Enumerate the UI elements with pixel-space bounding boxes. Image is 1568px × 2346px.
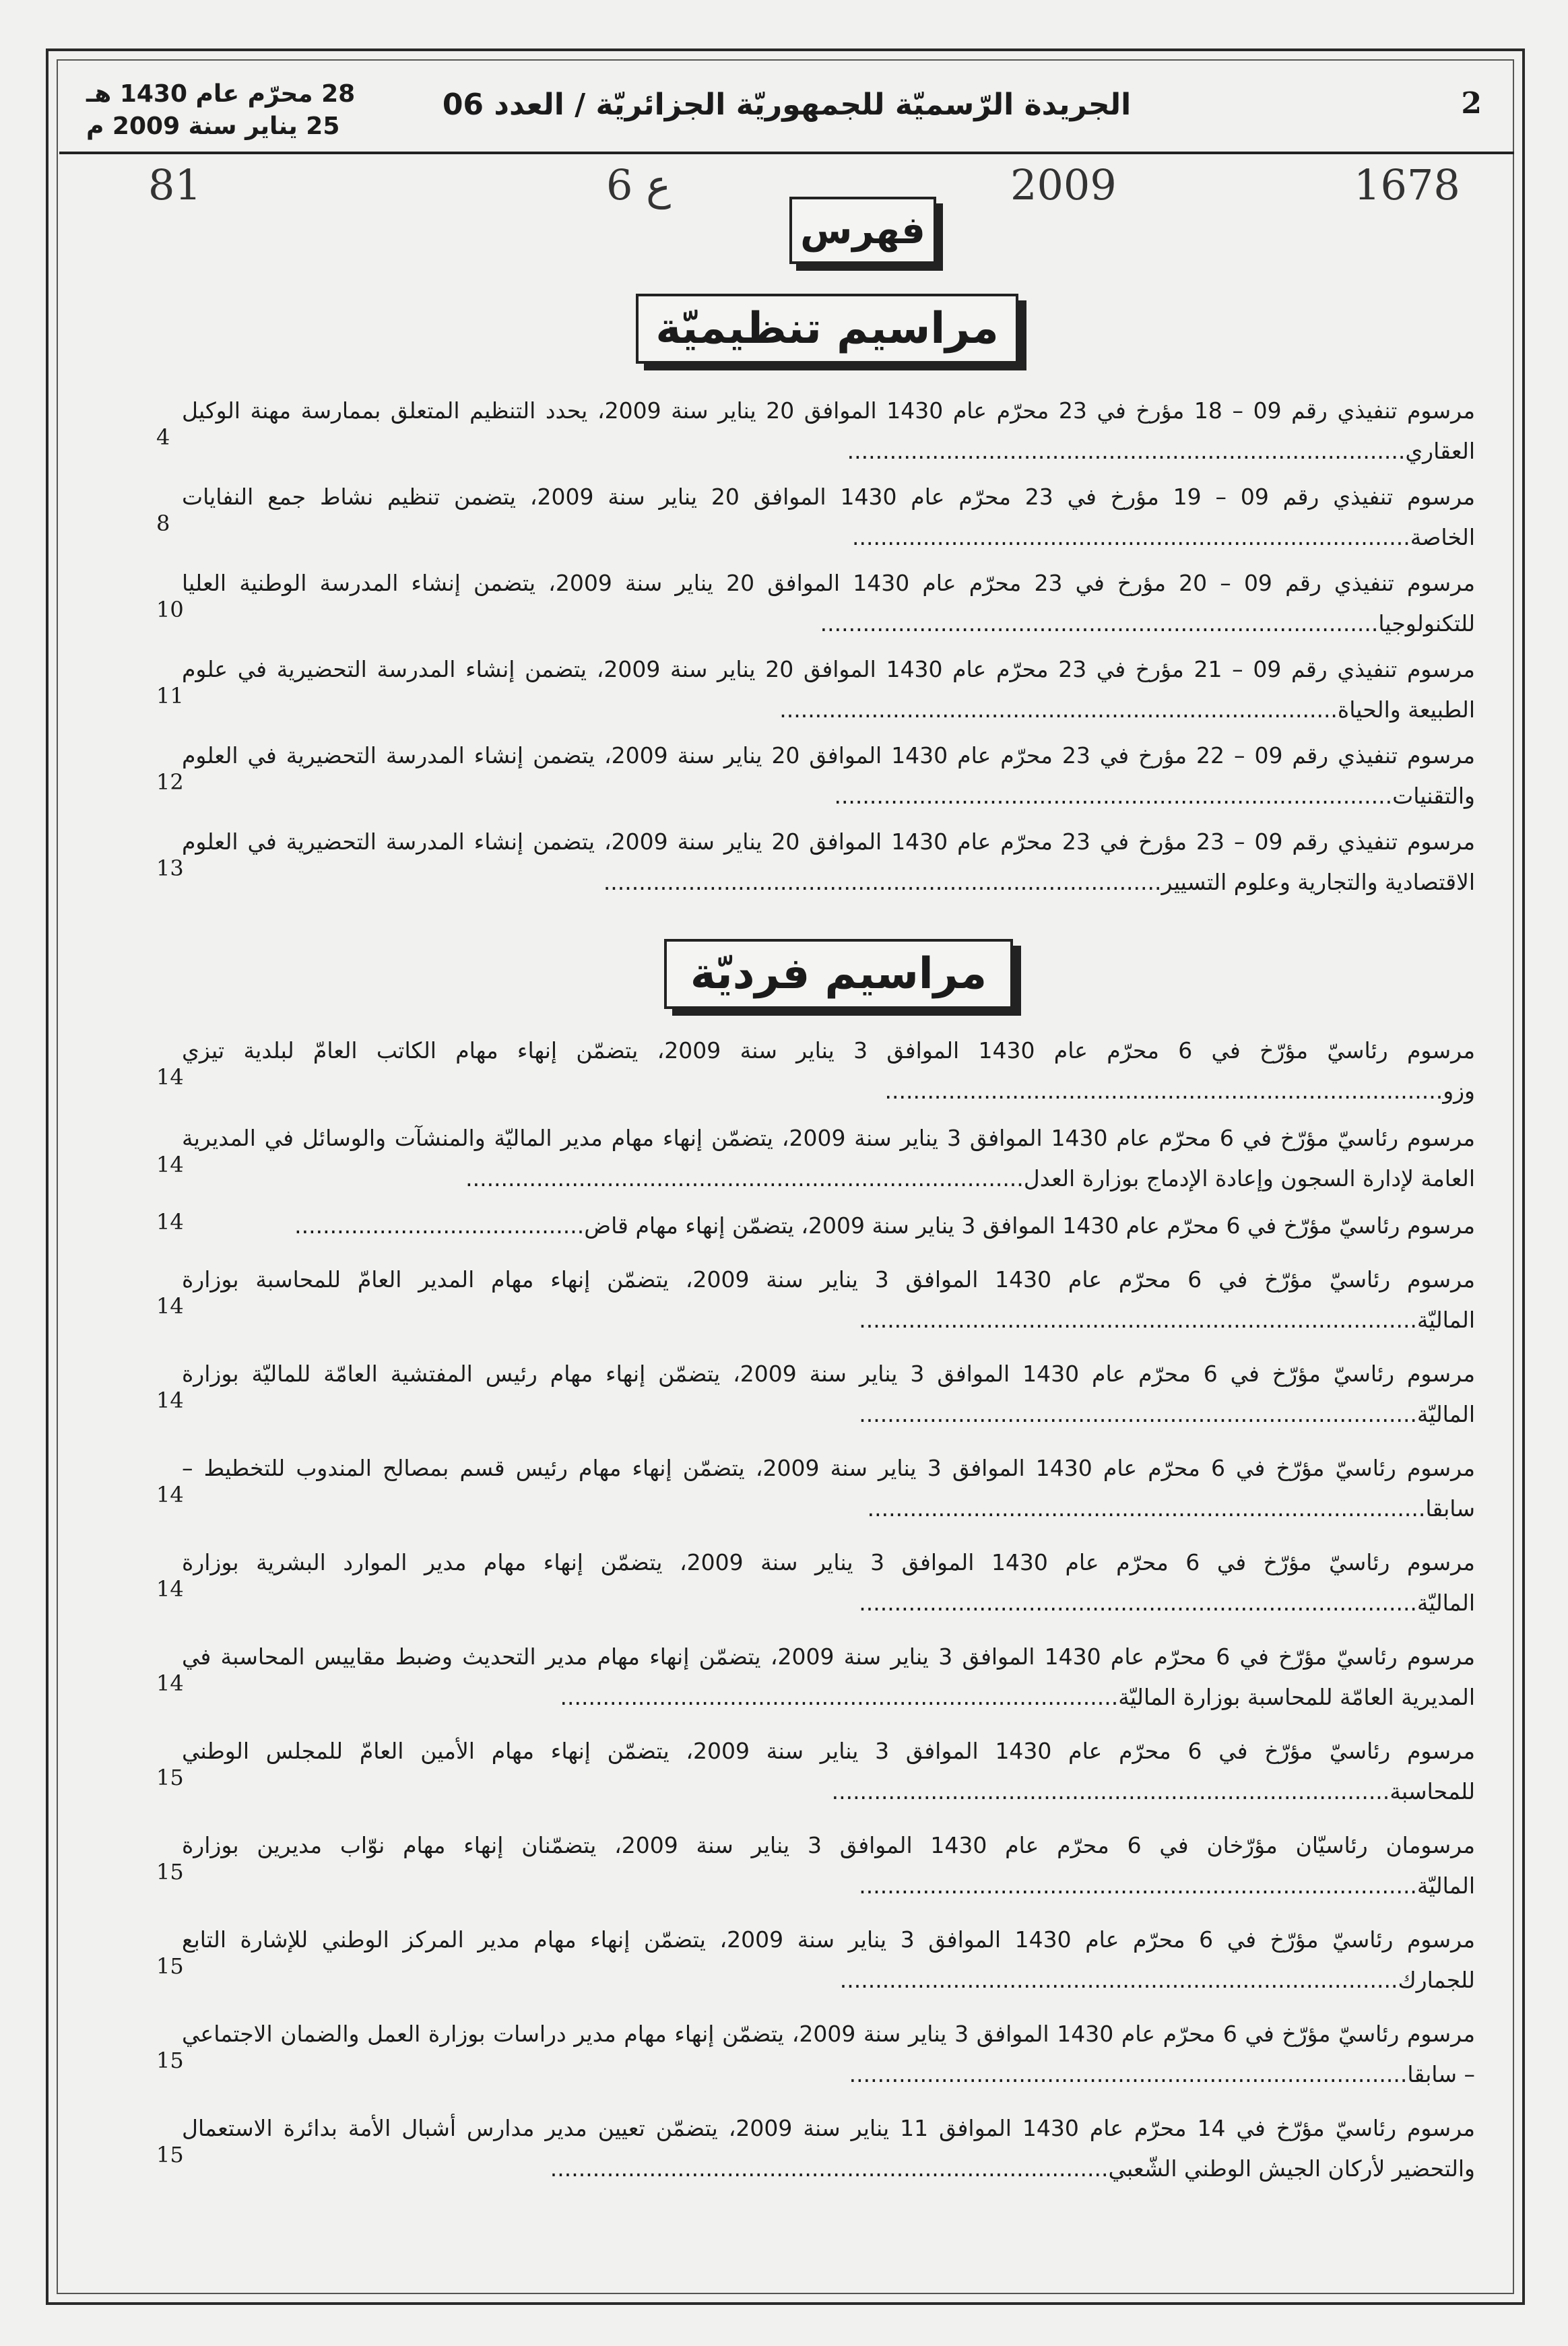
list-item[interactable] [135,1260,1475,1340]
list-item[interactable] [135,1637,1475,1718]
list-item[interactable] [135,1448,1475,1529]
list-item[interactable] [135,1542,1475,1623]
entry-page: 15 [156,2142,184,2168]
entry-text: مرسوم تنفيذي رقم 09 – 19 مؤرخ في 23 محرّم عام 1430 الموافق 20 يناير سنة 2009، يتضمن تنظيم نشاط جمع النفايات الخاصة............................................................................... [182,484,1476,550]
section-title-regulatory: مراسيم تنظيميّة [636,294,1018,364]
entry-text: مرسوم رئاسيّ مؤرّخ في 6 محرّم عام 1430 الموافق 3 يناير سنة 2009، يتضمّن إنهاء مهام مدير المركز الوطني للإشارة التابع للجمارك............................................................................... [182,1926,1476,1993]
list-item[interactable] [135,1031,1475,1111]
header-page-number: 2 [1461,86,1482,121]
section-title-individual: مراسيم فرديّة [664,939,1013,1009]
entry-page: 14 [156,1209,184,1235]
entry-page: 14 [156,1482,184,1507]
entry-page: 10 [156,597,184,622]
entry-page: 8 [156,511,170,536]
entry-text: مرسوم رئاسيّ مؤرّخ في 6 محرّم عام 1430 الموافق 3 يناير سنة 2009، يتضمّن إنهاء مهام المدير العامّ للمحاسبة بوزارة الماليّة............................................................................... [182,1266,1476,1333]
entry-page: 12 [156,769,184,795]
entry-text: مرسوم تنفيذي رقم 09 – 20 مؤرخ في 23 محرّم عام 1430 الموافق 20 يناير سنة 2009، يتضمن إنشاء المدرسة الوطنية العليا للتكنولوجيا............................................................................... [182,570,1475,637]
index-title: فهرس [789,197,936,264]
list-item[interactable] [135,391,1475,471]
handwritten-note-2: 6 ع [606,160,672,209]
handwritten-note-4: 1678 [1354,160,1460,209]
list-item[interactable] [135,2108,1475,2189]
entry-text: مرسوم رئاسيّ مؤرّخ في 6 محرّم عام 1430 الموافق 3 يناير سنة 2009، يتضمّن إنهاء مهام مدير الموارد البشرية بوزارة الماليّة............................................................................... [182,1549,1475,1616]
list-item[interactable] [135,477,1475,558]
list-item[interactable] [135,1354,1475,1435]
entry-page: 14 [156,1576,184,1602]
entry-text: مرسوم رئاسيّ مؤرّخ في 6 محرّم عام 1430 الموافق 3 يناير سنة 2009، يتضمّن إنهاء مهام مدير التحديث وضبط مقاييس المحاسبة في المديرية العامّة للمحاسبة بوزارة الماليّة............................................................................... [182,1643,1475,1710]
entry-text: مرسوم رئاسيّ مؤرّخ في 6 محرّم عام 1430 الموافق 3 يناير سنة 2009، يتضمّن إنهاء مهام رئيس قسم بمصالح المندوب للتخطيط – سابقا............................................................................... [182,1455,1476,1522]
entry-page: 15 [156,2048,184,2073]
entry-text: مرسوم رئاسيّ مؤرّخ في 6 محرّم عام 1430 الموافق 3 يناير سنة 2009، يتضمّن إنهاء مهام مدير دراسات بوزارة العمل والضمان الاجتماعي – سابقا............................................................................... [182,2021,1475,2087]
list-item[interactable] [135,563,1475,644]
list-item[interactable] [135,736,1475,816]
list-item[interactable] [135,1920,1475,2000]
entry-text: مرسوم رئاسيّ مؤرّخ في 6 محرّم عام 1430 الموافق 3 يناير سنة 2009، يتضمّن إنهاء مهام رئيس المفتشية العامّة للماليّة بوزارة الماليّة............................................................................... [182,1361,1476,1427]
entry-page: 14 [156,1064,184,1090]
entry-page: 14 [156,1670,184,1696]
list-item[interactable] [135,822,1475,903]
handwritten-note-1: 81 [148,160,201,209]
entry-page: 11 [156,683,184,709]
list-item[interactable] [135,1825,1475,1906]
header-date-gregorian: 25 يناير سنة 2009 م [86,112,340,140]
entry-page: 15 [156,1953,184,1979]
entry-text: مرسوم تنفيذي رقم 09 – 22 مؤرخ في 23 محرّم عام 1430 الموافق 20 يناير سنة 2009، يتضمن إنشاء المدرسة التحضيرية في العلوم والتقنيات............................................................................... [182,742,1476,809]
entry-text: مرسوم تنفيذي رقم 09 – 18 مؤرخ في 23 محرّم عام 1430 الموافق 20 يناير سنة 2009، يحدد التنظيم المتعلق بممارسة مهنة الوكيل العقاري............................................................................... [182,397,1475,464]
entry-text: مرسوم رئاسيّ مؤرّخ في 6 محرّم عام 1430 الموافق 3 يناير سنة 2009، يتضمّن إنهاء مهام مدير الماليّة والمنشآت والوسائل في المديرية العامة لإدارة السجون وإعادة الإدماج بوزارة العدل............................................................................... [182,1125,1476,1192]
entry-page: 4 [156,424,170,450]
entry-page: 15 [156,1859,184,1885]
handwritten-note-3: 2009 [1010,160,1117,209]
list-item[interactable] [135,1118,1475,1199]
entry-text: مرسوم رئاسيّ مؤرّخ في 6 محرّم عام 1430 الموافق 3 يناير سنة 2009، يتضمّن إنهاء مهام قاض......................................... [294,1212,1475,1239]
entry-text: مرسوم تنفيذي رقم 09 – 23 مؤرخ في 23 محرّم عام 1430 الموافق 20 يناير سنة 2009، يتضمن إنشاء المدرسة التحضيرية في العلوم الاقتصادية والتجارية وعلوم التسيير............................................................................... [182,828,1476,895]
entry-text: مرسوم تنفيذي رقم 09 – 21 مؤرخ في 23 محرّم عام 1430 الموافق 20 يناير سنة 2009، يتضمن إنشاء المدرسة التحضيرية في علوم الطبيعة والحياة............................................................................... [182,656,1475,723]
entry-page: 15 [156,1765,184,1790]
list-item[interactable] [135,1206,1475,1246]
entry-page: 14 [156,1152,184,1177]
entry-page: 14 [156,1293,184,1319]
entry-text: مرسوم رئاسيّ مؤرّخ في 6 محرّم عام 1430 الموافق 3 يناير سنة 2009، يتضمّن إنهاء مهام الكاتب العامّ لبلدية تيزي وزو............................................................................... [182,1037,1476,1104]
header-date-hijri: 28 محرّم عام 1430 هـ [86,80,356,108]
entry-page: 14 [156,1388,184,1413]
list-item[interactable] [135,1731,1475,1812]
entry-text: مرسوم رئاسيّ مؤرّخ في 6 محرّم عام 1430 الموافق 3 يناير سنة 2009، يتضمّن إنهاء مهام الأمين العامّ للمجلس الوطني للمحاسبة............................................................................... [182,1738,1476,1804]
entry-text: مرسوم رئاسيّ مؤرّخ في 14 محرّم عام 1430 الموافق 11 يناير سنة 2009، يتضمّن تعيين مدير مدارس أشبال الأمة بدائرة الاستعمال والتحضير لأركان الجيش الوطني الشّعبي............................................................................... [182,2115,1475,2182]
entry-text: مرسومان رئاسيّان مؤرّخان في 6 محرّم عام 1430 الموافق 3 يناير سنة 2009، يتضمّنان إنهاء مهام نوّاب مديرين بوزارة الماليّة............................................................................... [182,1832,1475,1899]
entry-page: 13 [156,855,184,881]
page-header [59,67,1514,154]
list-item[interactable] [135,649,1475,730]
header-title: الجريدة الرّسميّة للجمهوريّة الجزائريّة / العدد 06 [442,88,1132,122]
list-item[interactable] [135,2014,1475,2095]
